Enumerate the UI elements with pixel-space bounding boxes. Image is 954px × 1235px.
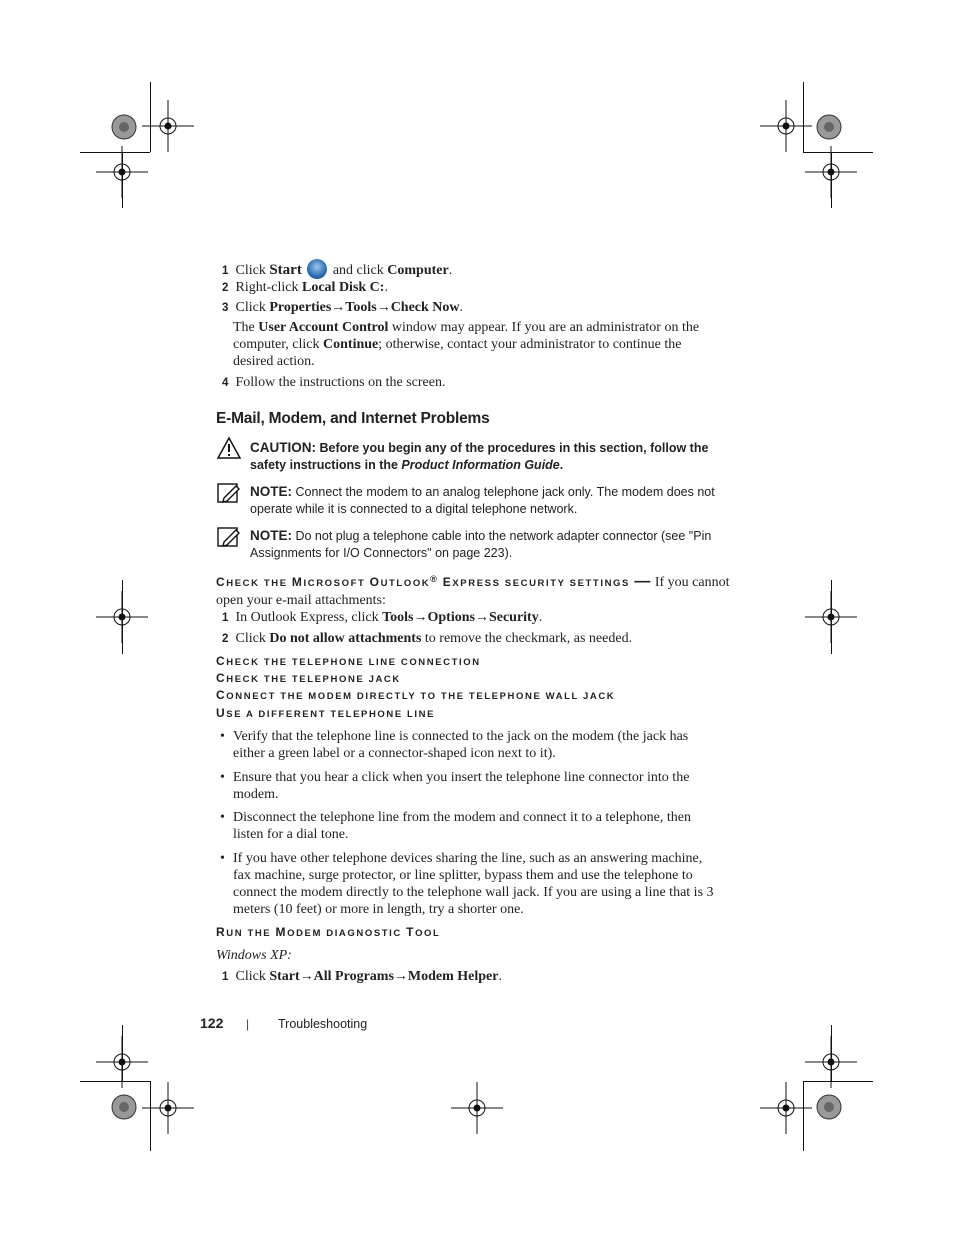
list-item: • Verify that the telephone line is connected to the jack on the modem (the jack has either a green label or a connector-shaped icon next to it). (220, 729, 689, 761)
outlook-step-2: 2 Click Do not allow attachments to remove the checkmark, as needed. (222, 631, 633, 646)
footer-title: Troubleshooting (278, 1017, 368, 1031)
step-3: 3 Click Properties→Tools→Check Now. (222, 300, 464, 315)
heading-check-line: CHECK THE TELEPHONE LINE CONNECTION (216, 654, 481, 668)
caution-box: CAUTION: Before you begin any of the procedures in this section, follow the safety instructions in the Product Information Guide. (250, 440, 709, 472)
note-pencil-icon (217, 526, 241, 548)
windows-start-icon (307, 259, 327, 279)
windows-xp-label: Windows XP: (216, 948, 292, 963)
list-item: • If you have other telephone devices sharing the line, such as an answering machine, fax machine, surge protector, or line splitter, bypass them and use the telephone to connect the modem directly to the telephone wall jack. If you are using a line that is 3 meters (10 feet) or more in length, try a shorter one. (220, 851, 714, 917)
step-4: 4 Follow the instructions on the screen. (222, 375, 446, 390)
outlook-step-1: 1 In Outlook Express, click Tools→Options→Security. (222, 610, 543, 625)
heading-check-jack: CHECK THE TELEPHONE JACK (216, 671, 401, 685)
warning-triangle-icon (216, 436, 242, 460)
section-title: E-Mail, Modem, and Internet Problems (216, 410, 490, 427)
footer-separator: | (246, 1017, 250, 1031)
step-1: 1 Click Start and click Computer. (222, 259, 452, 280)
heading-connect-modem: CONNECT THE MODEM DIRECTLY TO THE TELEPHONE WALL JACK (216, 688, 616, 702)
heading-different-line: USE A DIFFERENT TELEPHONE LINE (216, 706, 436, 720)
list-item: • Disconnect the telephone line from the modem and connect it to a telephone, then listen for a dial tone. (220, 810, 691, 842)
note-1: NOTE: Connect the modem to an analog telephone jack only. The modem does not operate while it is connected to a digital telephone network. (250, 484, 715, 516)
xp-step-1: 1 Click Start→All Programs→Modem Helper. (222, 969, 502, 984)
list-item: • Ensure that you hear a click when you insert the telephone line connector into the modem. (220, 770, 690, 802)
page-number: 122 (200, 1015, 224, 1031)
outlook-security-paragraph: CHECK THE MICROSOFT OUTLOOK® EXPRESS SECURITY SETTINGS — If you cannot open your e-mail attachments: (216, 573, 730, 609)
uac-paragraph: The User Account Control window may appear. If you are an administrator on the computer, click Continue; otherwise, contact your administrator to continue the desired action. (233, 320, 700, 369)
heading-modem-diagnostic: RUN THE MODEM DIAGNOSTIC TOOL (216, 925, 441, 939)
step-2: 2 Right-click Local Disk C:. (222, 280, 388, 295)
note-pencil-icon (217, 482, 241, 504)
note-2: NOTE: Do not plug a telephone cable into the network adapter connector (see "Pin Assignments for I/O Connectors" on page 223). (250, 528, 712, 560)
